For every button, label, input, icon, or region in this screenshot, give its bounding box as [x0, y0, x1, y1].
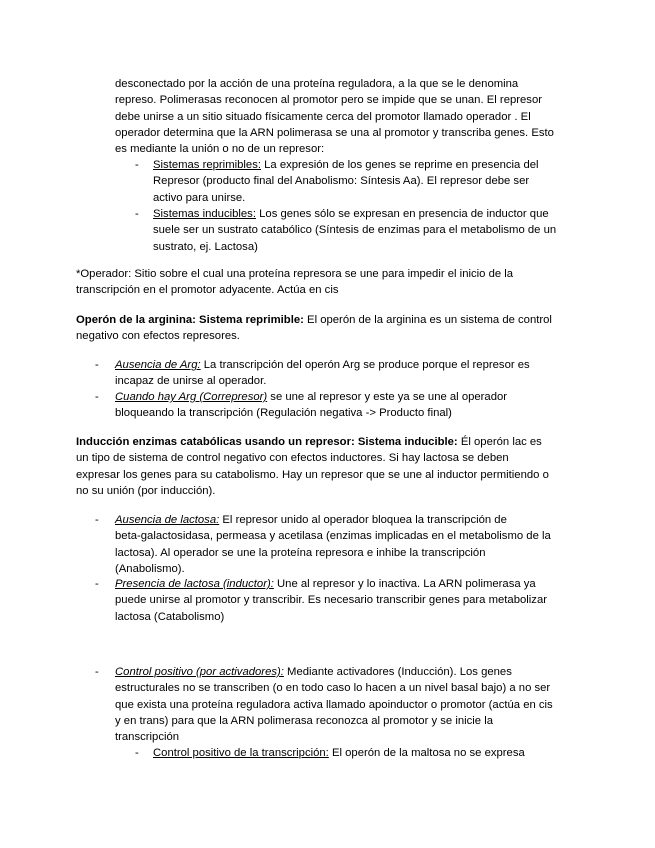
text-line: operador determina que la ARN polimerasa se una al promotor y transcriba genes. Esto — [115, 126, 554, 139]
text-line: negativo con efectos represores. — [76, 330, 240, 343]
text-line: Represor (producto final del Anabolismo: Síntesis Aa). El represor debe ser — [153, 175, 530, 188]
arginine-heading: Operón de la arginina: Sistema reprimible: — [76, 314, 304, 326]
term-ausencia-lactosa: Ausencia de lactosa: — [115, 514, 220, 526]
list-item-sistemas-inducibles — [153, 206, 556, 255]
term-ausencia-arg: Ausencia de Arg: — [115, 359, 201, 371]
item-text: Los genes sólo se expresan en presencia de inductor que — [255, 208, 549, 220]
item-text: La transcripción del operón Arg se produce porque el represor es — [200, 359, 530, 371]
text-line: y en trans) para que la ARN polimerasa reconozca al promotor y se inicie la — [115, 714, 493, 727]
list-item-ausencia-lactosa — [115, 512, 551, 577]
term-control-positivo: Control positivo (por activadores): — [115, 666, 284, 678]
list-item-cuando-hay-arg — [115, 389, 507, 422]
text-line: puede unirse al promotor y transcribir. Es necesario transcribir genes para metabolizar — [115, 594, 547, 607]
item-text: se une al represor y este ya se une al operador — [267, 391, 508, 403]
list-item-control-positivo — [115, 664, 553, 745]
text-line: estructurales no se transcriben (o en todo caso lo hacen a un nivel basal bajo) a no ser — [115, 682, 551, 695]
item-text: Mediante activadores (Inducción). Los genes — [283, 666, 512, 678]
bullet-dash: - — [95, 578, 99, 590]
intro-paragraph — [115, 76, 554, 157]
operator-note — [76, 266, 513, 299]
lactose-heading: Inducción enzimas catabólicas usando un represor: Sistema inducible: — [76, 436, 458, 448]
text-line: *Operador: Sitio sobre el cual una proteína represora se une para impedir el inicio de la — [76, 268, 514, 280]
term-sistemas-inducibles: Sistemas inducibles: — [153, 208, 256, 220]
text-line: desconectado por la acción de una proteína reguladora, a la que se le denomina — [115, 78, 519, 90]
text-line: es mediante la unión o no de un represor: — [115, 143, 325, 156]
text-line: beta-galactosidasa, permeasa y acetilasa (enzimas implicadas en el metabolismo de la — [115, 530, 551, 543]
bullet-dash: - — [95, 514, 99, 526]
text-line: expresar los genes para su catabolismo. Hay un represor que se une al inductor permitiendo o — [76, 468, 549, 481]
bullet-dash: - — [95, 391, 99, 403]
arginine-paragraph — [76, 312, 552, 345]
bullet-dash: - — [95, 359, 99, 371]
text-line: lactosa (Catabolismo) — [115, 610, 225, 623]
term-cuando-hay-arg: Cuando hay Arg (Correpresor) — [115, 391, 268, 403]
list-item-ausencia-arg — [115, 357, 530, 390]
term-control-positivo-transcripcion: Control positivo de la transcripción: — [153, 747, 329, 759]
bullet-dash: - — [135, 208, 139, 220]
text-line: no su unión (por inducción). — [76, 484, 216, 497]
term-presencia-lactosa: Presencia de lactosa (inductor): — [115, 578, 274, 590]
text-line: sustrato, ej. Lactosa) — [153, 240, 258, 253]
text-line: transcripción — [115, 731, 180, 744]
lactose-paragraph — [76, 434, 549, 499]
bullet-dash: - — [135, 747, 139, 759]
text-line: suele ser un sustrato catabólico (Síntesis de enzimas para el metabolismo de un — [153, 224, 557, 237]
item-text: Une al represor y lo inactiva. La ARN polimerasa ya — [273, 578, 536, 590]
text-line: un tipo de sistema de control negativo con efectos inductores. Si hay lactosa se deben — [76, 452, 509, 465]
text-line: bloqueando la transcripción (Regulación negativa -> Producto final) — [115, 407, 452, 420]
paragraph-text: Él operón lac es — [457, 436, 542, 448]
bullet-dash: - — [135, 159, 139, 171]
item-text: El operón de la maltosa no se expresa — [328, 747, 525, 759]
item-text: La expresión de los genes se reprime en presencia del — [260, 159, 539, 171]
item-text: El represor unido al operador bloquea la transcripción de — [219, 514, 507, 526]
list-item-presencia-lactosa — [115, 576, 547, 625]
list-item-control-positivo-transcripcion — [153, 745, 525, 761]
text-line: debe unirse a un sitio situado físicamente cerca del promotor llamado operador . El — [115, 110, 531, 123]
paragraph-text: El operón de la arginina es un sistema de control — [303, 314, 552, 326]
text-line: incapaz de unirse al operador. — [115, 375, 267, 388]
text-line: (Anabolismo). — [115, 562, 185, 575]
term-sistemas-reprimibles: Sistemas reprimibles: — [153, 159, 261, 171]
text-line: lactosa). Al operador se une la proteína represora e inhibe la transcripción — [115, 546, 486, 559]
text-line: activo para unirse. — [153, 191, 246, 204]
text-line: represo. Polimerasas reconocen al promotor pero se impide que se unan. El represor — [115, 94, 542, 107]
text-line: que exista una proteína reguladora activa llamado apoinductor o promotor (actúa en cis — [115, 698, 553, 711]
bullet-dash: - — [95, 666, 99, 678]
text-line: transcripción en el promotor adyacente. Actúa en cis — [76, 284, 339, 297]
list-item-sistemas-reprimibles — [153, 157, 539, 206]
